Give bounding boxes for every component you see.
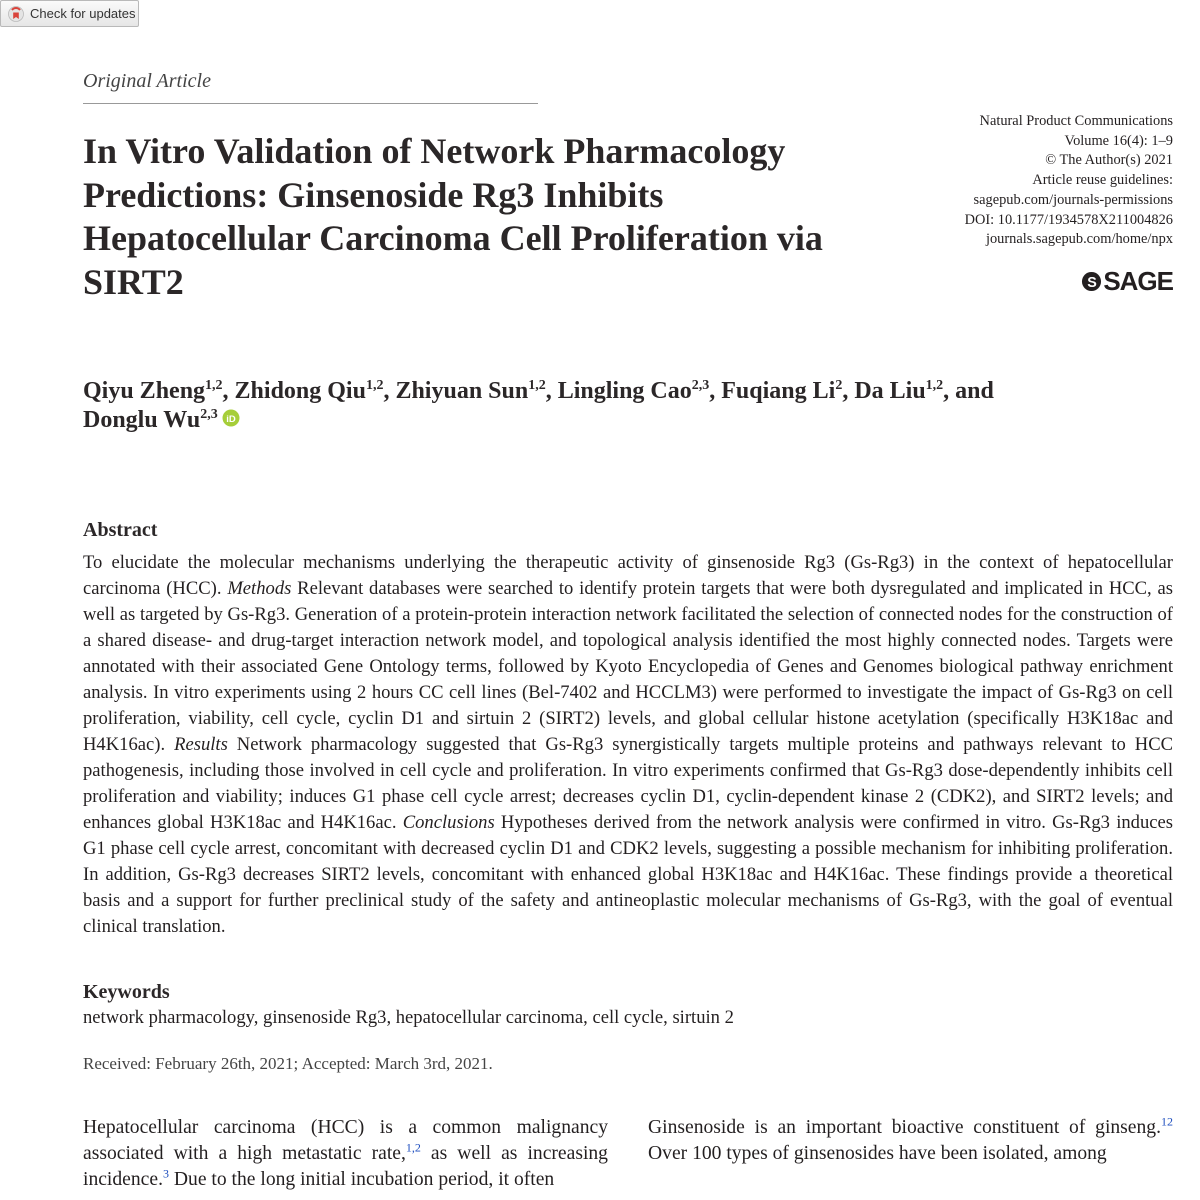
body-column-left: Hepatocellular carcinoma (HCC) is a common malignancy associated with a high metastatic rate,$^{1,2}$ as well as increasing incidence.$^3$ Due to the long initial incubation period, it often [83,1117,608,1190]
author[interactable]: Zhidong Qiu$^{1,2}$ [234,378,384,404]
journal-name: Natural Product Communications [979,113,1173,129]
author[interactable]: Donglu Wu$^{2,3}$ [83,407,218,433]
article-type: Original Article [83,70,211,92]
check-updates-icon [8,6,24,22]
keywords-list: network pharmacology, ginsenoside Rg3, hepatocellular carcinoma, cell cycle, sirtuin 2 [83,1007,734,1028]
conclusions-label: Conclusions [402,812,495,833]
doi-link[interactable]: DOI: 10.1177/1934578X211004826 [964,211,1173,228]
sage-mark-icon [1081,271,1102,292]
citation-link[interactable]: 1,2 [405,1140,421,1155]
header-divider [83,103,538,104]
abstract-text: To elucidate the molecular mechanisms underlying the therapeutic activity of ginsenoside Rg3 (Gs-Rg3) in the context of hepatocellular carcinoma (HCC). Methods Relevant databases were searched to identify protein targets that were both dysregulated and implicated in HCC, as well as targeted by Gs-Rg3. Generation of a protein-protein interaction network facilitated the selection of connected nodes for the construction of a shared disease- and drug-target interaction network model, and topological analysis identified the most highly connected nodes. Targets were annotated with their associated Gene Ontology terms, followed by Kyoto Encyclopedia of Genes and Genomes biological pathway enrichment analysis. In vitro experiments using 2 hours CC cell lines (Bel-7402 and HCCLM3) were performed to investigate the impact of Gs-Rg3 on cell proliferation, viability, cell cycle, cyclin D1 and sirtuin 2 (SIRT2) levels, and global cellular histone acetylation (specifically H3K18ac and H4K16ac). Results Network pharmacology suggested that Gs-Rg3 synergistically targets multiple proteins and pathways relevant to HCC pathogenesis, including those involved in cell cycle and proliferation. In vitro experiments confirmed that Gs-Rg3 dose-dependently inhibits cell proliferation and viability; induces G1 phase cell cycle arrest; decreases cyclin D1, cyclin-dependent kinase 2 (CDK2), and SIRT2 levels; and enhances global H3K18ac and H4K16ac. Conclusions Hypotheses derived from the network analysis were confirmed in vitro. Gs-Rg3 induces G1 phase cell cycle arrest, concomitant with decreased cyclin D1 and CDK2 levels, suggesting a possible mechanism for inhibiting proliferation. In addition, Gs-Rg3 decreases SIRT2 levels, concomitant with enhanced global H3K18ac and H4K16ac. These findings provide a theoretical basis and a support for further preclinical study of the safety and antineoplastic molecular mechanisms of Gs-Rg3, with the goal of eventual clinical translation. [83,552,1173,937]
body-column-right: Ginsenoside is an important bioactive constituent of ginseng.$^{12}$ Over 100 types of ginsenosides have been isolated, among [648,1114,1173,1164]
svg-text:iD: iD [225,414,236,426]
citation-link[interactable]: 12 [1161,1114,1173,1129]
abstract-heading: Abstract [83,519,158,541]
sage-logo-text: SAGE [1103,266,1173,296]
results-label: Results [174,734,228,755]
journal-info [965,112,1173,250]
permissions-link[interactable]: sagepub.com/journals-permissions [973,191,1173,208]
check-updates-label: Check for updates [30,6,136,21]
orcid-icon[interactable] [222,409,240,427]
svg-text:S: S [1087,274,1097,291]
author[interactable]: Fuqiang Li$^2$ [721,378,843,404]
author[interactable]: Qiyu Zheng$^{1,2}$ [83,378,223,404]
author-list: Qiyu Zheng$^{1,2}$, Zhidong Qiu$^{1,2}$, Zhiyuan Sun$^{1,2}$, Lingling Cao$^{2,3}$, Fuqiang Li$^2$, Da Liu$^{1,2}$, and Donglu Wu$^{2,3}$ iD [83,378,994,433]
citation-link[interactable]: 3 [162,1166,169,1181]
reuse-guidelines-label: Article reuse guidelines: [1032,172,1173,189]
author[interactable]: Da Liu$^{1,2}$ [854,378,944,404]
check-for-updates-button[interactable] [0,0,139,27]
article-title: In Vitro Validation of Network Pharmacology Predictions: Ginsenoside Rg3 Inhibits Hepatocellular Carcinoma Cell Proliferation via SIRT2 [83,131,823,302]
keywords-heading: Keywords [83,981,170,1003]
author[interactable]: Lingling Cao$^{2,3}$ [557,378,710,404]
sage-logo [1081,266,1173,297]
methods-label: Methods [227,578,292,599]
journal-volume: Volume 16(4): 1–9 [1064,132,1173,149]
received-dates: Received: February 26th, 2021; Accepted: March 3rd, 2021. [83,1054,493,1073]
author[interactable]: Zhiyuan Sun$^{1,2}$ [395,378,546,404]
journal-home-link[interactable]: journals.sagepub.com/home/npx [985,231,1173,248]
copyright: © The Author(s) 2021 [1045,152,1173,169]
